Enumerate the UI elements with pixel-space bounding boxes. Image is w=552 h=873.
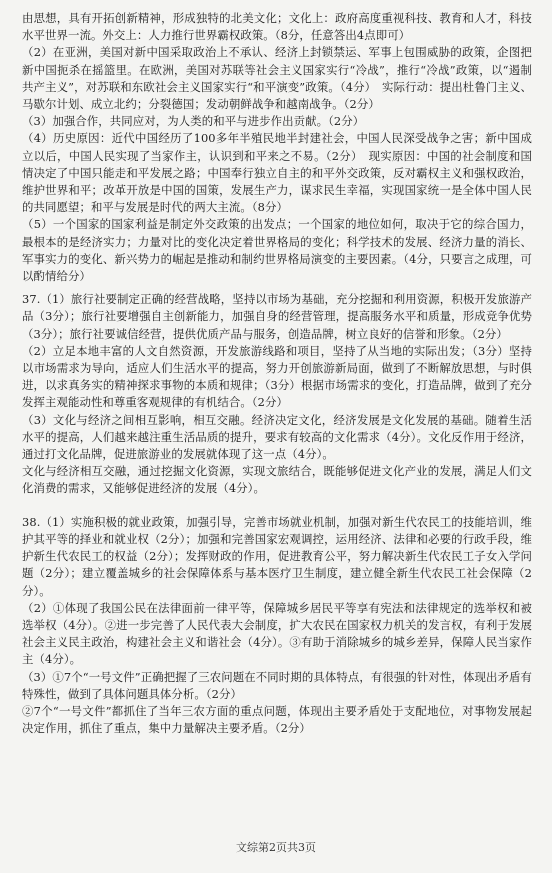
paragraph-intro-continuation: 由思想，具有开拓创新精神，形成独特的北美文化；文化上：政府高度重视科技、教育和人才，科技水平世界一流。外交上：人力推行世界霸权政策。（8分，任意答出4点即可） — [22, 11, 532, 43]
paragraph-q5-national-interest: （5）一个国家的国家利益是制定外交政策的出发点；一个国家的地位如何，取决于它的综合国力，最根本的是经济实力；力量对比的变化决定着世界格局的变化；科学技术的发展、经济力量的消长、军事实力的变化、新兴势力的崛起是推动和制约世界格局演变的主要因素。（4分，只要言之成理，可以酌情给分） — [22, 217, 532, 284]
paragraph-37-1-travel-agency: 37.（1）旅行社要制定正确的经营战略，坚持以市场为基础，充分挖掘和利用资源，积极开发旅游产品（3分）；旅行社要增强自主创新能力，加强自身的经营管理，提高服务水平和质量，形成竞争优势（3分）；旅行社要诚信经营，提供优质产品与服务，创造品牌，树立良好的信誉和形象。（2分） — [22, 292, 532, 341]
paragraph-q2-asia-europe-policy: （2）在亚洲，美国对新中国采取政治上不承认、经济上封锁禁运、军事上包围威胁的政策，企图把新中国扼杀在摇篮里。在欧洲，美国对苏联等社会主义国家实行“冷战”，推行“冷战”政策，以“遏制共产主义”，对苏联和东欧社会主义国家实行“和平演变”政策。（4分） 实际行动：提出杜鲁门主义、马歇尔计划、成立北约；分裂德国；发动朝鲜战争和越南战争。（2分） — [22, 45, 532, 112]
paragraph-38-3-1-document-one: （3）①7个“一号文件”正确把握了三农问题在不同时期的具体特点，有很强的针对性，体现出矛盾有特殊性，做到了具体问题具体分析。（2分） — [22, 669, 532, 701]
page-footer: 文综第2页共3页 — [236, 841, 316, 854]
paragraph-q4-historical-reasons: （4）历史原因：近代中国经历了100多年半殖民地半封建社会，中国人民深受战争之害；新中国成立以后，中国人民实现了当家作主，认识到和平来之不易。（2分） 现实原因：中国的社会制度和国情决定了中国只能走和平发展之路；中国奉行独立自主的和平外交政策，反对霸权主义和强权政治，维护世界和平；改革开放是中国的国策，发展生产力，谋求民生幸福，实现国家统一是全体中国人民的共同愿望；和平与发展是时代的两大主流。（8分） — [22, 131, 532, 215]
paragraph-38-2-equal-election-rights: （2）①体现了我国公民在法律面前一律平等，保障城乡居民平等享有宪法和法律规定的选举权和被选举权（4分）。②进一步完善了人民代表大会制度，扩大农民在国家权力机关的发言权，有利于发展社会主义民主政治，构建社会主义和谐社会（4分）。③有助于消除城乡的城乡差异，保障人民当家作主（4分）。 — [22, 600, 532, 667]
paragraph-q3-cooperation: （3）加强合作，共同应对，为人类的和平与进步作出贡献。（2分） — [22, 114, 365, 129]
paragraph-38-3-2-document-one: ②7个“一号文件”都抓住了当年三农方面的重点问题，体现出主要矛盾处于支配地位，对事物发展起决定作用，抓住了重点，集中力量解决主要矛盾。（2分） — [22, 703, 532, 736]
paragraph-37-2-local-resources: （2）立足本地丰富的人文自然资源，开发旅游线路和项目，坚持了从当地的实际出发；（3分）坚持以市场需求为导向，适应人们生活水平的提高，努力开创旅游新局面，做到了不断解放思想，与时俱进，以求真务实的精神探求事物的本质和规律；（3分）根据市场需求的变化，打造品牌，做到了充分发挥主观能动性和尊重客观规律的有机结合。（2分） — [22, 343, 532, 410]
paragraph-38-1-employment-policy: 38.（1）实施积极的就业政策，加强引导，完善市场就业机制，加强对新生代农民工的技能培训，维护其平等的择业和就业权（2分）；加强和完善国家宏观调控，运用经济、法律和必要的行政手段，维护新生代农民工的权益（2分）；发挥财政的作用，促进教育公平，努力解决新生代农民工子女入学问题（2分）；建立覆盖城乡的社会保障体系与基本医疗卫生制度，建立健全新生代农民工社会保障（2分）。 — [22, 514, 532, 598]
paragraph-37-3-culture-economy: （3）文化与经济之间相互影响，相互交融。经济决定文化，经济发展是文化发展的基础。随着生活水平的提高，人们越来越注重生活品质的提升，要求有较高的文化需求（4分）。文化反作用于经济，通过打文化品牌，促进旅游业的发展就体现了这一点（4分）。 — [22, 412, 532, 462]
paragraph-37-3-culture-economy-cont: 文化与经济相互交融，通过挖掘文化资源，实现文旅结合，既能够促进文化产业的发展，满足人们文化消费的需求，又能够促进经济的发展（4分）。 — [22, 464, 532, 496]
